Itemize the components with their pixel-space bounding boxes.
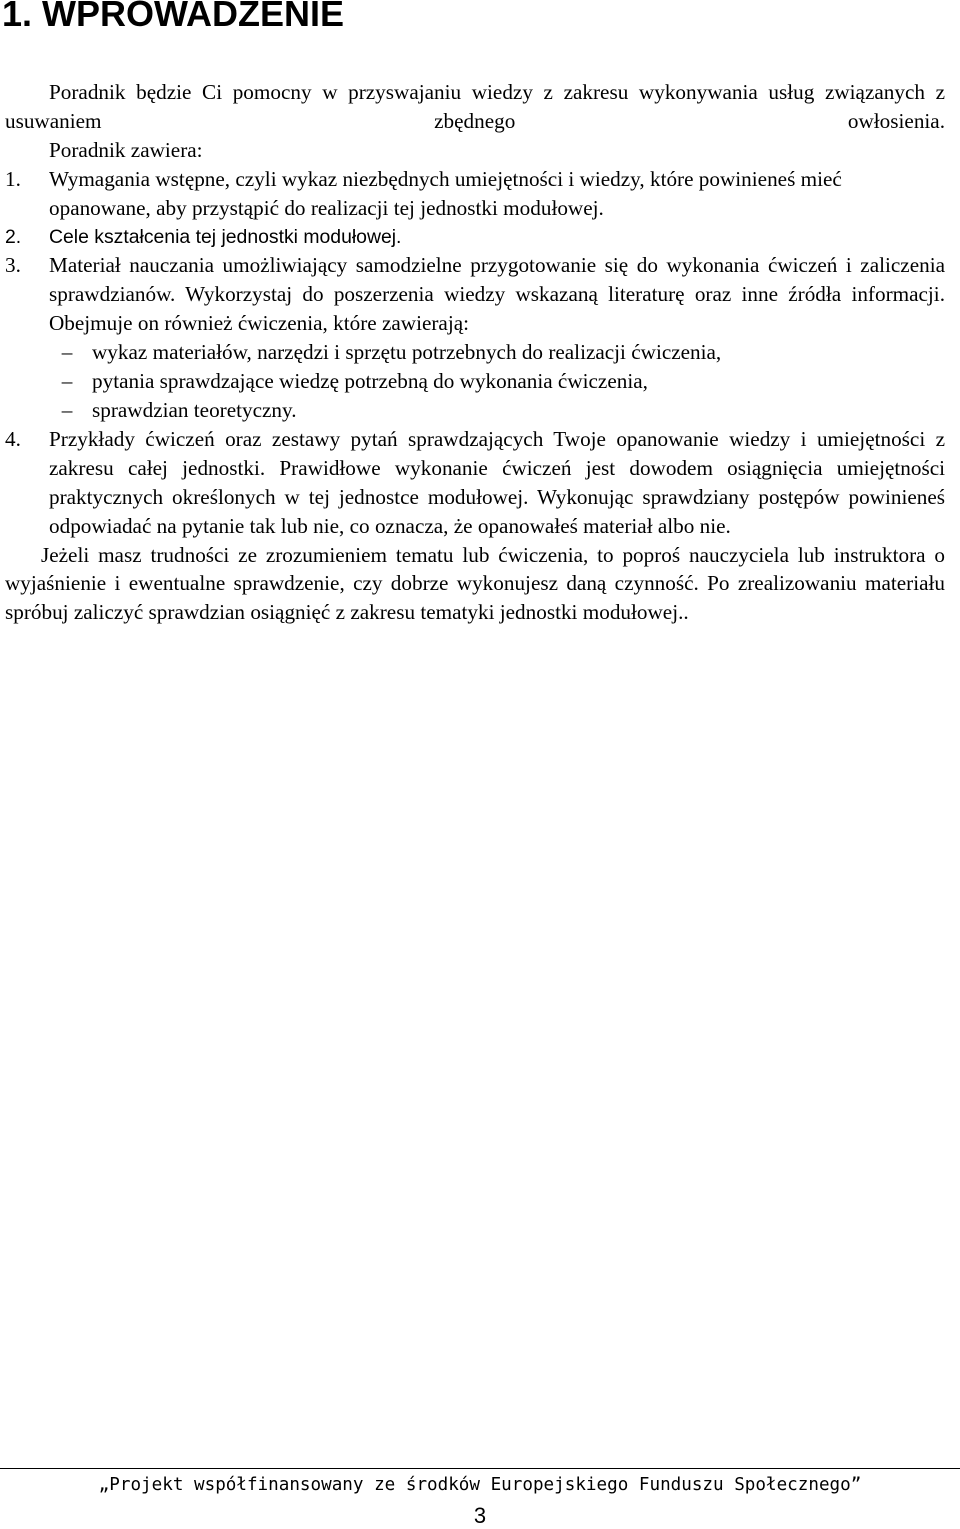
- list-item: [5, 223, 945, 252]
- list-item-text: Przykłady ćwiczeń oraz zestawy pytań sprawdzających Twoje opanowanie wiedzy i umiejętności z zakresu całej jednostki. Prawidłowe wykonanie ćwiczeń jest dowodem osiągnięcia umiejętności praktycznych określonych w tej jednostce modułowej. Wykonując sprawdziany postępów powinieneś odpowiadać na pytanie tak lub nie, co oznacza, że opanowałeś materiał albo nie.: [49, 426, 945, 538]
- dash-bullet: –: [61, 340, 73, 365]
- list-item: [5, 165, 945, 223]
- contents-intro: Poradnik zawiera:: [49, 137, 203, 162]
- list-item: [5, 425, 945, 541]
- footer-funding-note: „Projekt współfinansowany ze środków Europejskiego Funduszu Społecznego”: [98, 1475, 862, 1495]
- sub-list-item: [49, 367, 945, 396]
- chapter-heading: 1. WPROWADZENIE: [2, 0, 345, 34]
- list-item-number: 1.: [5, 166, 21, 191]
- list-item-number: 2.: [5, 225, 22, 248]
- list-item-text: Materiał nauczania umożliwiający samodzielne przygotowanie się do wykonania ćwiczeń i zaliczenia sprawdzianów. Wykorzystaj do poszerzenia wiedzy wskazaną literaturę oraz inne źródła informacji. Obejmuje on również ćwiczenia, które zawierają:: [49, 253, 945, 336]
- contents-list: [5, 165, 945, 541]
- sub-list-item-text: wykaz materiałów, narzędzi i sprzętu potrzebnych do realizacji ćwiczenia,: [92, 340, 722, 365]
- sub-list-item-text: sprawdzian teoretyczny.: [92, 397, 297, 422]
- list-item-text: Cele kształcenia tej jednostki modułowej.: [49, 225, 402, 248]
- footer-rule: [0, 1468, 960, 1469]
- sub-list-item-text: pytania sprawdzające wiedzę potrzebną do wykonania ćwiczenia,: [92, 369, 648, 394]
- sub-list-item: [49, 396, 945, 425]
- dash-bullet: –: [61, 397, 73, 422]
- list-item-number: 4.: [5, 426, 21, 451]
- sub-list-item: [49, 338, 945, 367]
- chapter-content: [5, 78, 945, 627]
- intro-paragraph: Poradnik będzie Ci pomocny w przyswajaniu wiedzy z zakresu wykonywania usług związanych z usuwaniem zbędnego owłosienia.: [5, 80, 945, 133]
- closing-paragraph: Jeżeli masz trudności ze zrozumieniem tematu lub ćwiczenia, to poproś nauczyciela lub instruktora o wyjaśnienie i ewentualne sprawdzenie, czy dobrze wykonujesz daną czynność. Po zrealizowaniu materiału spróbuj zaliczyć sprawdzian osiągnięć z zakresu tematyki jednostki modułowej..: [5, 542, 945, 625]
- dash-bullet: –: [61, 369, 73, 394]
- list-item: [5, 251, 945, 424]
- list-item-text: Wymagania wstępne, czyli wykaz niezbędnych umiejętności i wiedzy, które powinieneś mieć opanowane, aby przystąpić do realizacji tej jednostki modułowej.: [49, 166, 842, 220]
- page-number: 3: [473, 1503, 487, 1528]
- list-item-number: 3.: [5, 253, 21, 278]
- sub-list: [49, 338, 945, 425]
